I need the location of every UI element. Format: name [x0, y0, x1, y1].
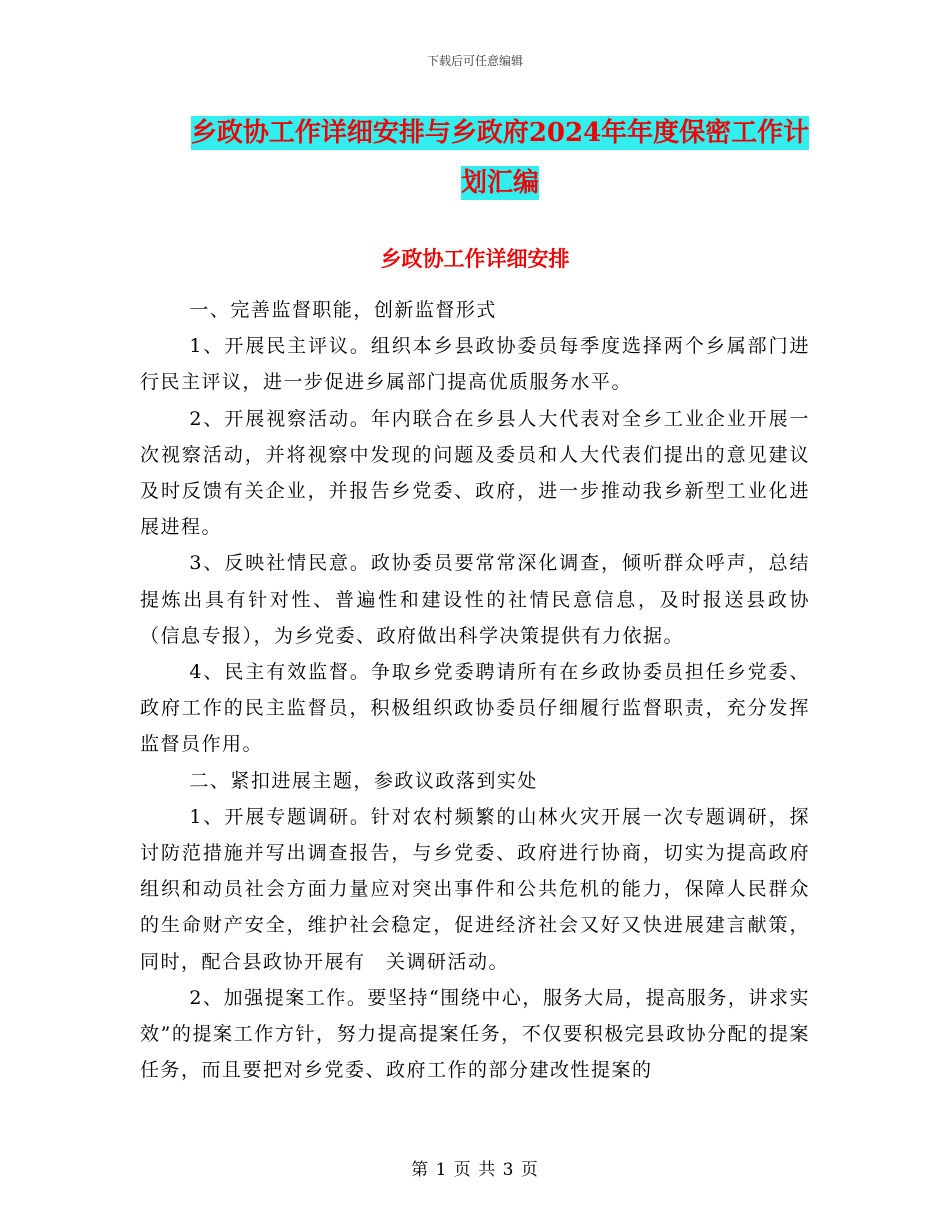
- document-title: [140, 108, 860, 208]
- paragraph: 3、反映社情民意。政协委员要常常深化调查，倾听群众呼声，总结提炼出具有针对性、普遍性和建设性的社情民意信息，及时报送县政协（信息专报），为乡党委、政府做出科学决策提供有力依据。: [140, 552, 810, 647]
- paragraph: 4、民主有效监督。争取乡党委聘请所有在乡政协委员担任乡党委、政府工作的民主监督员，积极组织政协委员仔细履行监督职责，充分发挥监督员作用。: [140, 661, 810, 756]
- paragraph: 2、加强提案工作。要坚持“围绕中心，服务大局，提高服务，讲求实效”的提案工作方针，努力提高提案任务，不仅要积极完县政协分配的提案任务，而且要把对乡党委、政府工作的部分建改性提案的: [140, 986, 810, 1082]
- paragraph: 1、开展专题调研。针对农村频繁的山林火灾开展一次专题调研，探讨防范措施并写出调查报告，与乡党委、政府进行协商，切实为提高政府组织和动员社会方面力量应对突出事件和公共危机的能力，保障人民群众的生命财产安全，维护社会稳定，促进经济社会又好又快进展建言献策，同时，配合县政协开展有 关调研活动。: [140, 805, 810, 973]
- paragraph: 1、开展民主评议。组织本乡县政协委员每季度选择两个乡属部门进行民主评议，进一步促进乡属部门提高优质服务水平。: [140, 335, 810, 394]
- document-title-line-1: 乡政协工作详细安排与乡政府2024年年度保密工作计: [190, 118, 810, 148]
- paragraph: 2、开展视察活动。年内联合在乡县人大代表对全乡工业企业开展一次视察活动，并将视察中发现的问题及委员和人大代表们提出的意见建议及时反馈有关企业，并报告乡党委、政府，进一步推动我乡新型工业化进展进程。: [140, 407, 810, 539]
- paragraph: 二、紧扣进展主题，参政议政落到实处: [189, 769, 538, 792]
- page-number-footer: 第 1 页 共 3 页: [411, 1160, 539, 1180]
- paragraph: 一、完善监督职能，创新监督形式: [189, 299, 497, 321]
- document-body: [140, 292, 810, 1088]
- header-note: 下载后可任意编辑: [426, 54, 523, 68]
- document-title-line-2: 划汇编: [460, 168, 539, 198]
- section-title: 乡政协工作详细安排: [380, 246, 570, 271]
